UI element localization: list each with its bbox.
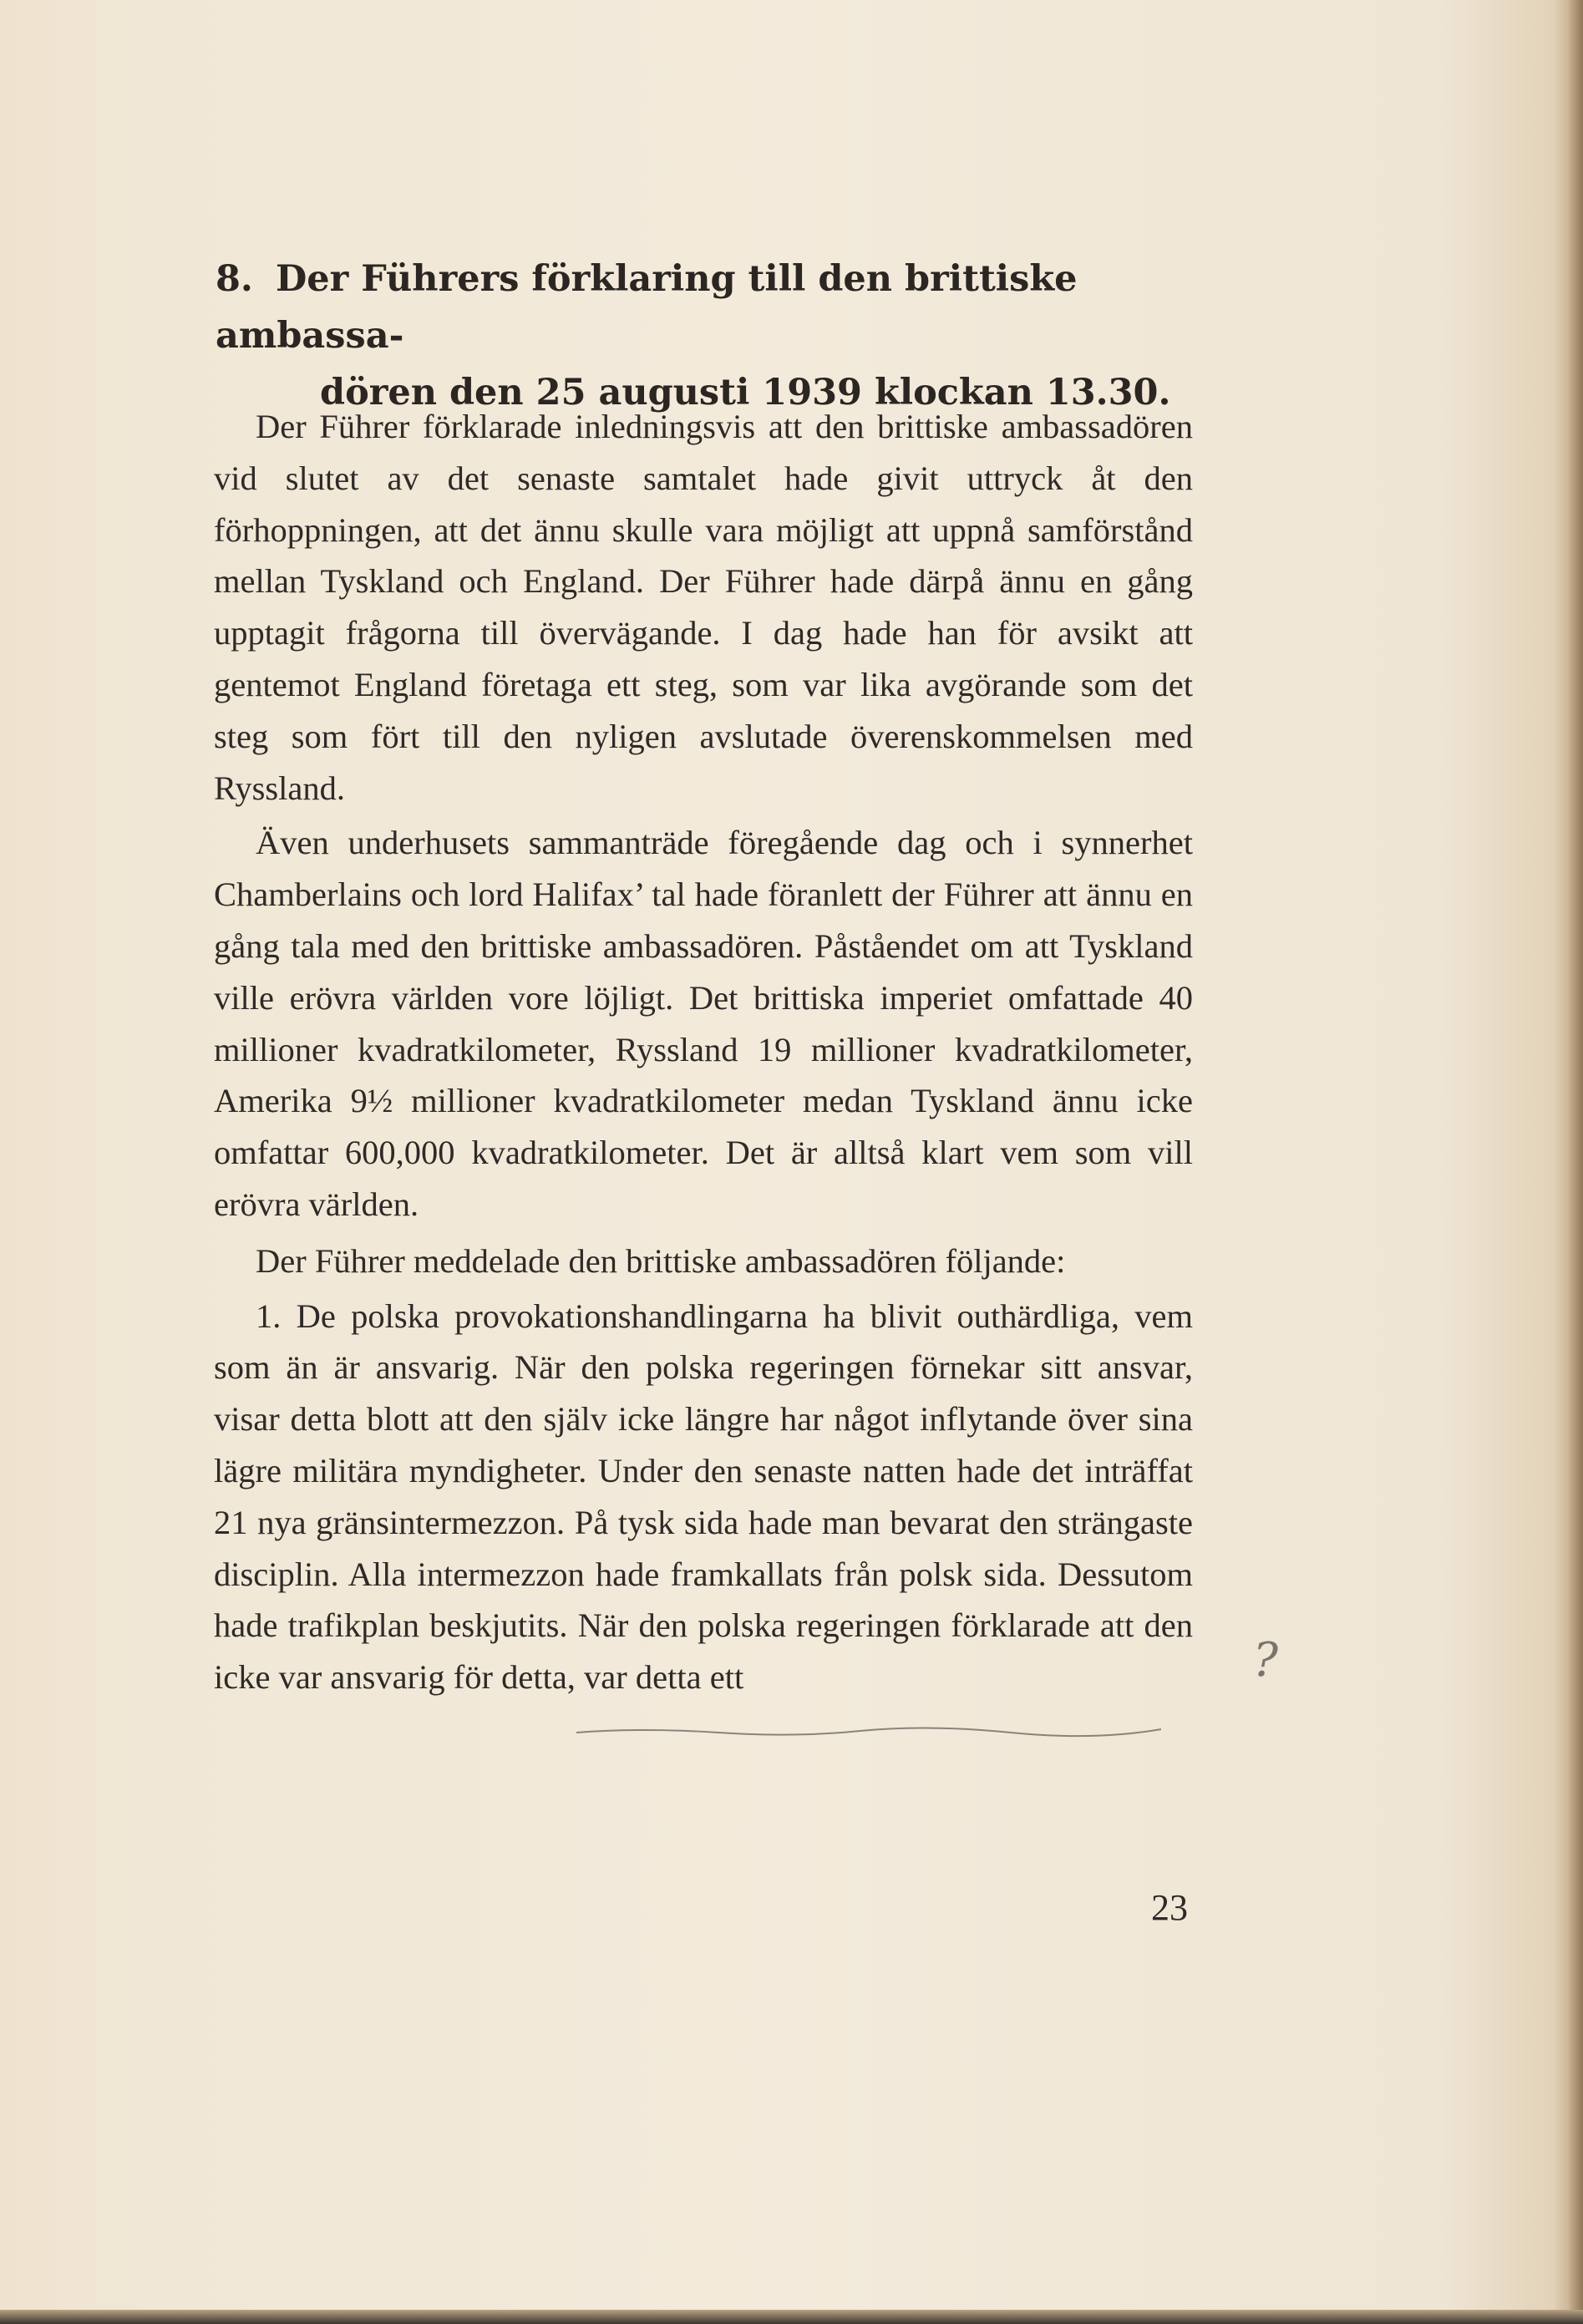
section-heading — [216, 251, 1218, 421]
heading-line-1: Der Führers förklaring till den brittiske ambassa- — [216, 258, 1078, 357]
page-number: 23 — [1151, 1887, 1188, 1928]
margin-question-mark: ? — [1253, 1633, 1279, 1687]
page-edge-bottom — [0, 2310, 1583, 2324]
pencil-underline — [576, 1721, 1161, 1743]
paragraph-4: 1. De polska provokationshandlingarna ha blivit outhärdliga, vem som än är ansvarig. När den polska regeringen förnekar sitt ansvar, visar detta blott att den själv icke längre har något inflytande över sina lägre militära myndigheter. Under den senaste natten hade det inträffat 21 nya gränsintermezzon. På tysk sida hade man bevarat den strängaste disciplin. Alla intermezzon hade framkallats från polsk sida. Dessutom hade trafikplan beskjutits. När den polska regeringen förklarade att den icke var ansvarig för detta, var detta ett — [214, 1296, 1193, 1697]
section-number: 8. — [216, 258, 253, 300]
paragraph-2: Även underhusets sammanträde föregående dag och i synnerhet Chamberlains och lord Halifax’ tal hade föranlett der Führer att ännu en gång tala med den brittiske ambassadören. Påståendet om att Tyskland ville erövra världen vore löjligt. Det brittiska imperiet omfattade 40 millioner kvadratkilometer, Ryssland 19 millioner kvadratkilometer, Amerika 9½ millioner kvadratkilometer medan Tyskland ännu icke omfattar 600,000 kvadratkilometer. Det är alltså klart vem som vill erövra världen. — [214, 824, 1193, 1223]
paragraph-3: Der Führer meddelade den brittiske ambassadören följande: — [256, 1241, 1066, 1280]
heading-line-2: dören den 25 augusti 1939 klockan 13.30. — [320, 372, 1171, 414]
page-edge-right — [1569, 0, 1583, 2324]
body-text — [214, 401, 1193, 1707]
paragraph-1: Der Führer förklarade inledningsvis att den brittiske ambassadören vid slutet av det senaste samtalet hade givit uttryck åt den förhoppningen, att det ännu skulle vara möjligt att uppnå samförstånd mellan Tyskland och England. Der Führer hade därpå ännu en gång upptagit frågorna till övervägande. I dag hade han för avsikt att gentemot England företaga ett steg, som var lika avgörande som det steg som fört till den nyligen avslutade överenskommelsen med Ryssland. — [214, 408, 1193, 807]
